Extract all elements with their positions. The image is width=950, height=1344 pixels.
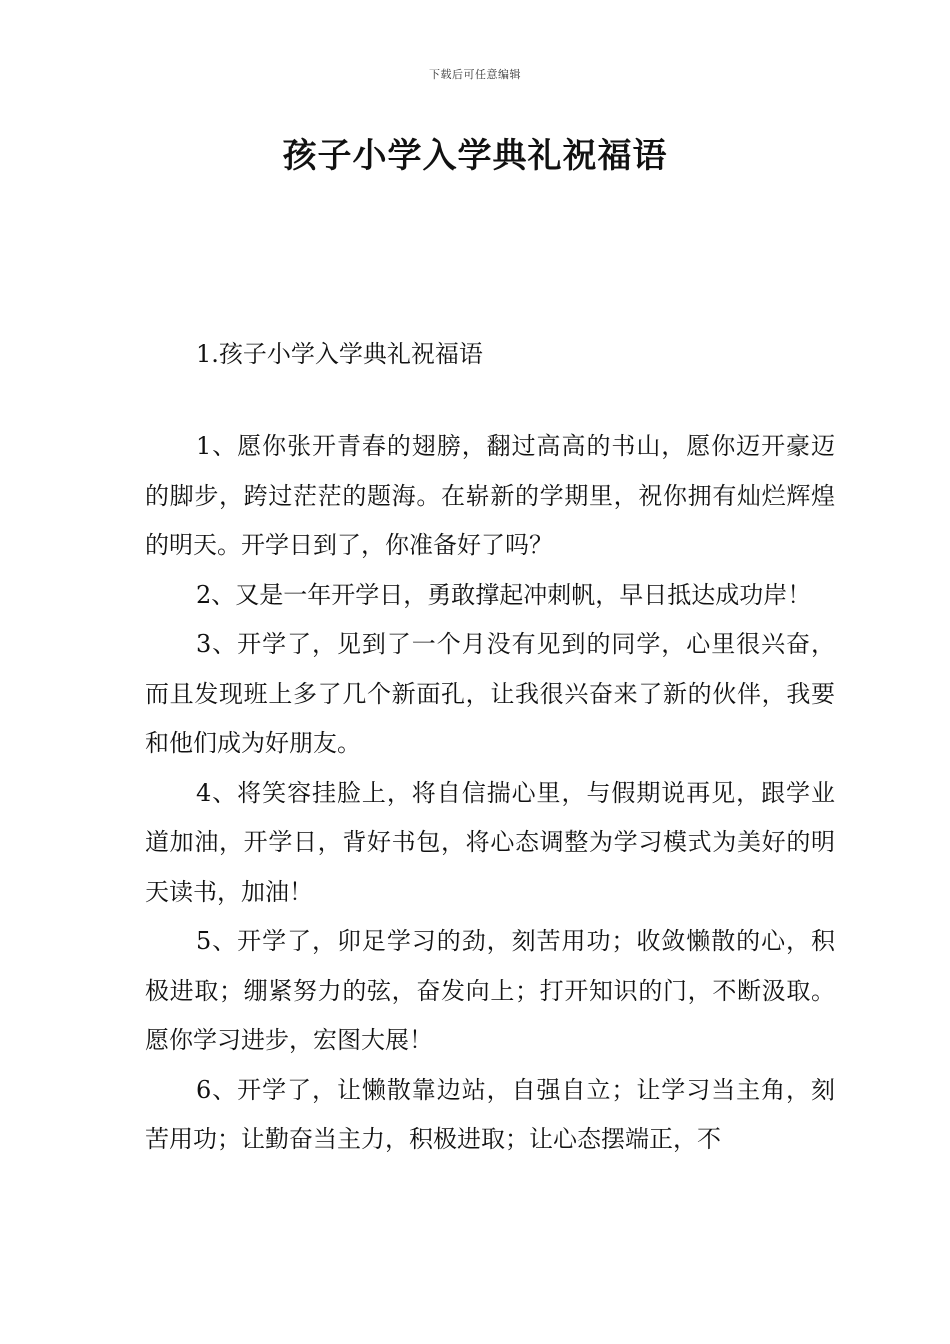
paragraph-3: 3、开学了，见到了一个月没有见到的同学，心里很兴奋，而且发现班上多了几个新面孔，让我很兴奋来了新的伙伴，我要和他们成为好朋友。 (145, 630, 835, 757)
paragraph-2: 2、又是一年开学日，勇敢撑起冲刺帆，早日抵达成功岸！ (196, 580, 812, 609)
document-title: 孩子小学入学典礼祝福语 (282, 136, 668, 176)
paragraph-6: 6、开学了，让懒散靠边站，自强自立；让学习当主角，刻苦用功；让勤奋当主力，积极进取；让心态摆端正，不 (145, 1075, 835, 1153)
header-note: 下载后可任意编辑 (429, 68, 521, 81)
paragraph-4: 4、将笑容挂脸上，将自信揣心里，与假期说再见，跟学业道加油，开学日，背好书包，将心态调整为学习模式为美好的明天读书，加油！ (145, 778, 835, 906)
body-text (145, 422, 835, 1165)
paragraph-1: 1、愿你张开青春的翅膀，翻过高高的书山，愿你迈开豪迈的脚步，跨过茫茫的题海。在崭新的学期里，祝你拥有灿烂辉煌的明天。开学日到了，你准备好了吗？ (145, 432, 835, 559)
section-heading: 1.孩子小学入学典礼祝福语 (196, 340, 483, 368)
paragraph-5: 5、开学了，卯足学习的劲，刻苦用功；收敛懒散的心，积极进取；绷紧努力的弦，奋发向上；打开知识的门，不断汲取。愿你学习进步，宏图大展！ (145, 927, 835, 1054)
